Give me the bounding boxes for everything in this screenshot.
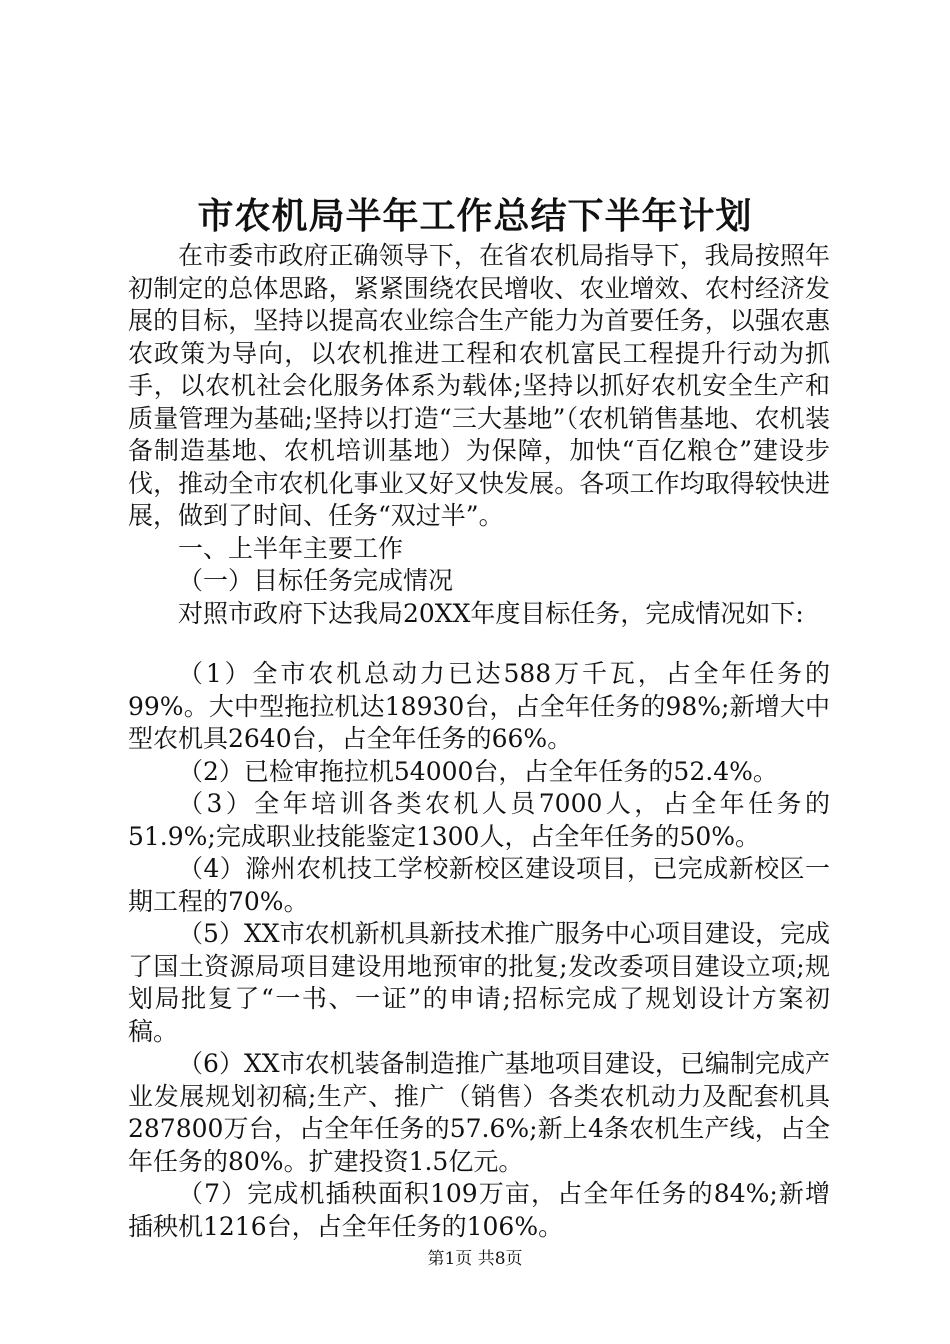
list-item: （7）完成机插秧面积109万亩，占全年任务的84%;新增插秧机1216台，占全年任务的106%。 — [128, 1179, 830, 1241]
document-body — [128, 240, 830, 1243]
list-item: （5）XX市农机新机具新技术推广服务中心项目建设，完成了国土资源局项目建设用地预审的批复;发改委项目建设立项;规划局批复了“一书、一证”的申请;招标完成了规划设计方案初稿。 — [128, 919, 830, 1046]
intro-paragraph: 在市委市政府正确领导下，在省农机局指导下，我局按照年初制定的总体思路，紧紧围绕农民增收、农业增效、农村经济发展的目标，坚持以提高农业综合生产能力为首要任务，以强农惠农政策为导向，以农机推进工程和农机富民工程提升行动为抓手，以农机社会化服务体系为载体;坚持以抓好农机安全生产和质量管理为基础;坚持以打造“三大基地”（农机销售基地、农机装备制造基地、农机培训基地）为保障，加快“百亿粮仓”建设步伐，推动全市农机化事业又好又快发展。各项工作均取得较快进展，做到了时间、任务“双过半”。 — [128, 241, 830, 530]
page-title: 市农机局半年工作总结下半年计划 — [197, 196, 753, 237]
list-item: （2）已检审拖拉机54000台，占全年任务的52.4%。 — [178, 756, 778, 786]
list-item: （3）全年培训各类农机人员7000人，占全年任务的51.9%;完成职业技能鉴定1300人，占全年任务的50%。 — [128, 789, 830, 851]
subsection-heading: （一）目标任务完成情况 — [178, 566, 454, 595]
list-item: （4）滁州农机技工学校新校区建设项目，已完成新校区一期工程的70%。 — [128, 854, 830, 916]
paragraph: 对照市政府下达我局20XX年度目标任务，完成情况如下: — [178, 598, 804, 628]
list-item: （6）XX市农机装备制造推广基地项目建设，已编制完成产业发展规划初稿;生产、推广（销售）各类农机动力及配套机具287800万台，占全年任务的57.6%;新上4条农机生产线，占全年任务的80%。扩建投资1.5亿元。 — [128, 1049, 830, 1176]
section-heading: 一、上半年主要工作 — [178, 533, 404, 563]
page-footer: 第1页 共8页 — [427, 1249, 523, 1269]
list-item: （1）全市农机总动力已达588万千瓦，占全年任务的99%。大中型拖拉机达18930台，占全年任务的98%;新增大中型农机具2640台，占全年任务的66%。 — [128, 659, 830, 753]
